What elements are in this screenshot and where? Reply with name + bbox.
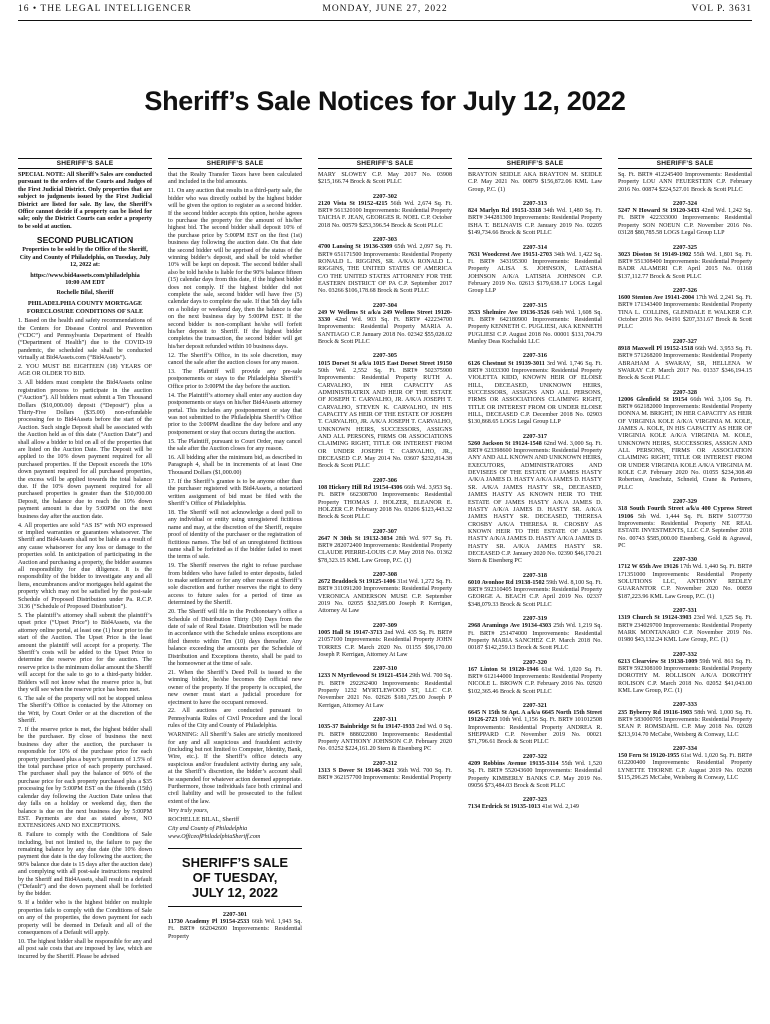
listing-text xyxy=(318,244,452,295)
sale-listing xyxy=(318,716,452,753)
listing-number: 2207-307 xyxy=(372,527,398,535)
special-note: SPECIAL NOTE: All Sheriff’s Sales are conducted pursuant to the orders of the Courts and Judges of the First Judicial District. Only properties that are subject to judgments issued by the First Judicial District are listed for sale. By law, the Sheriff’s Office cannot decide if a property can be listed for sale; only the District Courts can order a property to be sold at auction. xyxy=(18,172,152,230)
listing-details: 55th Wd. 1,801 Sq. Ft. BRT# 551308400 Improvements: Residential Property BADR ALAMERI C.P. April 2015 No. 01168 $137,112.77 Brock & Scott PLLC xyxy=(618,251,752,280)
listing-number: 2207-319 xyxy=(522,615,548,623)
sale-listing xyxy=(618,651,752,696)
column-2 xyxy=(168,158,302,1016)
condition-paragraph: 15. The Plaintiff, pursuant to Court Order, may cancel the sale after the Auction closes for any reason. xyxy=(168,438,302,453)
sale-listing xyxy=(618,338,752,383)
listing-text xyxy=(468,580,602,609)
listing-address: 150 Fern St 19120-1955 xyxy=(618,752,680,759)
listing-text xyxy=(468,252,602,296)
listing-address: 4209 Robbins Avenue 19135-3114 xyxy=(468,760,559,767)
listing-details: 56th Wd. 2,674 Sq. Ft. BRT# 561320100 Improvements: Residential Property TAICHA F. JEAN, GEORGES R. NOEL C.P. October 2018 No. 00579 $253,396.54 Brock & Scott PLLC xyxy=(318,200,452,229)
listing-text xyxy=(618,172,752,194)
listing-details: 2nd Wd. 0 Sq. Ft. BRT# 888022080 Improvements: Residential Property ANTHONY JOHNSON C.P. February 2020 No. 03252 $224,161.20 Stern & Eisenberg PC xyxy=(318,724,452,753)
signature-office: City and County of Philadelphia xyxy=(168,825,248,832)
listing-entries xyxy=(168,911,302,941)
listing-text xyxy=(318,485,452,522)
condition-paragraph: 3. All bidders must complete the Bid4Assets online registration process to participate in the auction (“Auction”). All bidders must submit a Ten Thousand Dollars ($10,000.00) deposit (“Deposit”) plus a Thirty-Five Dollars ($35.00) non-refundable processing fee to Bid4Assets before the start of the Auction. Such single Deposit shall be associated with the Auction held as of this date (“Auction Date”) and shall allow a bidder to bid on all of the properties that are listed on the Auction Date. The Deposit will be applied to the 10% down payment required for all purchased properties. If the Deposit exceeds the 10% down payment required for all purchased properties, the excess will be applied towards the total balance due. If the 10% down payment required for all purchased properties is greater than the $10,000.00 Deposit, the balance due to reach the 10% down payment amount is due by 5:00PM on the next business day after the auction date. xyxy=(18,380,152,520)
column-heading: SHERIFF’S SALE xyxy=(18,158,152,169)
header-rule xyxy=(18,20,752,21)
sale-listing xyxy=(318,477,452,522)
listing-details: 42nd Wd. 1,242 Sq. Ft. BRT# 422333000 Improvements: Residential Property SON NOEUN C.P. November 2016 No. 03128 $80,785.58 LOGS Legal Group LLP xyxy=(618,208,752,237)
listing-details: 66th Wd. 3,953 Sq. Ft. BRT# 571268200 Improvements: Residential Property ABRAHAM A SWARAY, SR, HELLENA W SWARAY C.P. March 2017 No. 01337 $346,194.15 Brock & Scott PLLC xyxy=(618,345,752,382)
listing-text xyxy=(468,172,602,194)
sale-listing xyxy=(618,556,752,601)
listing-details: 66th Wd. 3,106 Sq. Ft. BRT# 662182000 Improvements: Residential Property DONNA M. BRIGHT, IN HER CAPACITY AS HEIR OF VIRGINIA KOLE A/K/A VIRGINIA M. KOLE, JAMES A. KOLE, IN HIS CAPACITY AS HEIR OF VIRGINIA KOLE A/K/A VIRGINIA M. KOLE, UNKNOWN HEIRS, SUCCESSORS, ASSIGN AND ALL PERSONS, FIRMS OR ASSOCIATION CLAIMING RIGHT, TITLE OR INTEREST FROM OR UNDER VIRGINIA KOLE A/K/A VIRGINIA M. KOLE C.P. February 2020 No. 01055 $234,308.49 Robertson, Anschutz, Schneid, Crane & Partners, PLLC xyxy=(618,396,752,491)
listing-number: 2207-321 xyxy=(522,702,548,709)
sale-listing xyxy=(318,352,452,470)
condition-paragraph: 20. The Sheriff will file in the Prothonotary’s office a Schedule of Distribution Thirty (30) Days from the date of sale of Real Estate. Distribution will be made in accordance with the Schedule unless exceptions are filed thereto within Ten (10) days thereafter. Any balance exceeding the amounts per the Schedule of Distribution and Exceptions thereto, shall be paid to the homeowner at the time of sale. xyxy=(168,609,302,667)
listing-address: 6645 N 15th St Apt. A a/k/a 6645 North 15th Street 19126-2723 xyxy=(468,710,602,724)
conditions-heading: PHILADELPHIA COUNTY MORTGAGE FORECLOSURE CONDITIONS OF SALE xyxy=(26,300,144,315)
listing-details: 62nd Wd. 3,000 Sq. Ft. BRT# 623398600 Improvements: Residential Property ANY AND ALL KNOWN AND UNKNOWN HEIRS, EXECUTORS, ADMINISTRATORS AND DEVISEES OF THE ESTATE OF JAMES HASTY A/K/A JAMES D. HASTY A/K/A JAMES D. HASTY SR. A/K/A JAMES HASTY SR., DECEASED, JAMES HASTY AS KNOWN HEIR TO THE ESTATE OF JAMES HASTY A/K/A JAMES D. HASTY A/K/A JAMES D. HASTY SR. A/K/A JAMES HASTY SR. DECEASED, THERESA CROSBY A/K/A THERESA R. CROSBY AS KNOWN HEIR TO THE ESTATE OF JAMES HASTY A/K/A JAMES D. HASTY A/K/A JAMES D. HASTY SR. A/K/A JAMES HASTY SR. DECEASED C.P. January 2020 No. 02390 $46,170.21 Stern & Eisenberg PC xyxy=(468,440,602,565)
listing-details: 59th Wd. 8,100 Sq. Ft. BRT# 592310405 Improvements: Residential Property GEORGE A. BEACH C.P. April 2019 No. 02337 $348,079.33 Brock & Scott PLLC xyxy=(468,579,602,608)
listing-number: 2207-327 xyxy=(672,337,698,345)
condition-paragraph: 2. YOU MUST BE EIGHTEEN (18) YEARS OF AGE OR OLDER TO BID. xyxy=(18,364,152,378)
listing-details: 36th Wd. 700 Sq. Ft. BRT# 362157700 Improvements: Residential Property xyxy=(318,767,452,781)
listing-address: 167 Linton St 19120-1946 xyxy=(468,666,539,673)
sale-listing xyxy=(318,760,452,783)
listing-address: 3533 Shelmire Ave 19136-3526 xyxy=(468,309,550,316)
listing-number: 2207-332 xyxy=(672,650,698,658)
listing-number: 2207-318 xyxy=(522,571,548,579)
sale-listing xyxy=(468,659,602,696)
listing-details: 41st Wd. 2,149 xyxy=(541,804,579,811)
listing-number: 2207-303 xyxy=(372,236,398,244)
listing-text xyxy=(468,441,602,566)
sale-listing xyxy=(318,622,452,659)
listing-details: 61st Wd. 1,020 Sq. Ft. BRT# 612200400 Improvements: Residential Property LYNETTE THORNE C.P. August 2019 No. 03208 $115,296.25 McCabe, Weisberg & Conway, LLC xyxy=(618,752,752,781)
listing-address: 1015 Dorset St a/k/a 1015 East Dorset Street 19150 xyxy=(318,360,452,367)
sheriff-name: Rochelle Bilal, Sheriff xyxy=(56,289,114,296)
listing-text xyxy=(618,397,752,492)
listing-number: 2207-328 xyxy=(672,388,698,396)
condition-paragraph: 7. If the reserve price is met, the highest bidder shall be the purchaser. By close of business the next business day after the auction, the purchaser is responsible for 10% of the purchase price for each property purchased plus a buyer’s premium of 1.5% of the total purchase price of each property purchased. The purchaser shall pay the balance of 90% of the purchase price for each property purchased plus a $35 processing fee by 5:00PM EST on the fifteenth (15th) calendar day following the Auction Date unless that day falls on a holiday or weekend day, then the balance is due on the next business day by 5:00PM EST. Payments are due as stated above, NO EXTENSIONS AND NO EXCEPTIONS. xyxy=(18,727,152,830)
listing-details: 31st Wd. 1,272 Sq. Ft. BRT# 311091200 Improvements: Residential Property VERONICA ANDERSON MUSE C.P. September 2019 No. 02055 $32,585.00 Joseph P. Kerrigan, Attorney At Law xyxy=(318,579,452,615)
condition-paragraph: 21. When the Sheriff’s Deed Poll is issued to the winning bidder, he/she becomes the official new owner of the property. If the property is occupied, the new owner must start a judicial procedure for ejectment to have the occupant removed. xyxy=(168,669,302,706)
listing-number: 2207-315 xyxy=(522,301,548,309)
sale-listing xyxy=(318,528,452,565)
sale-listing xyxy=(168,911,302,941)
listing-number: 2207-324 xyxy=(672,200,698,208)
listing-text xyxy=(318,768,452,783)
sale-listing xyxy=(618,607,752,644)
listing-address: 1712 W 65th Ave 19126 xyxy=(618,564,679,571)
listing-text xyxy=(318,579,452,616)
listing-details: MARY SLOWEY C.P. May 2017 No. 03908 $215,166.74 Brock & Scott PLLC xyxy=(318,172,452,186)
listing-address: 3023 Disston St 19149-1902 xyxy=(618,251,692,258)
page-title: Sheriff’s Sale Notices for July 12, 2022 xyxy=(144,86,626,116)
header-left: 16 • THE LEGAL INTELLIGENCER xyxy=(18,4,192,14)
condition-paragraph: 1. Based on the health and safety recommendations of the Centers for Disease Control and Prevention (“CDC”) and Pennsylvania Department of Health (“Department of Health”) due to the COVID-19 pandemic, the scheduled sale shall be conducted virtually at Bid4Assets.com (“Bid4Assets”). xyxy=(18,318,152,362)
sale-listing xyxy=(618,745,752,782)
column-1 xyxy=(18,158,152,1016)
listing-number: 2207-305 xyxy=(372,352,398,360)
listing-details: 34th Wd. 1,480 Sq. Ft. BRT# 344281300 Improvements: Residential Property ISHA T. BELNAVIS C.P. January 2019 No. 02205 $149,734.66 Brock & Scott PLLC xyxy=(468,208,602,237)
condition-paragraph: 8. Failure to comply with the Conditions of Sale including, but not limited to, the failure to pay the remaining balance by any due date (the 10% down payment due date is the day following the auction; the 90% balance due date is 15 days after the auction date) and complying with all post-sale instructions required by the Sheriff and Bid4Assets, shall result in a default (“Default”) and the down payment shall be forfeited by the bidder. xyxy=(18,832,152,898)
listing-entries xyxy=(468,172,602,812)
listing-number: 2207-320 xyxy=(522,658,548,666)
column-5 xyxy=(618,158,752,1016)
sale-listing xyxy=(618,200,752,237)
listing-number: 2207-316 xyxy=(522,352,548,360)
condition-paragraph: 18. The Sheriff will not acknowledge a deed poll to any individual or entity using unregistered fictitious name and may, at the discretion of the Sheriff, require proof of identity of the purchaser or the registration of fictitious names. The bid of an unregistered fictitious name shall be forfeited as if the bidder failed to meet the terms of sale. xyxy=(168,509,302,561)
column-heading: SHERIFF’S SALE xyxy=(318,158,452,169)
listing-text xyxy=(318,724,452,753)
listing-text xyxy=(468,310,602,347)
sale-listing xyxy=(618,389,752,493)
conditions-list-continued xyxy=(168,172,302,806)
sale-listing xyxy=(468,200,602,237)
listing-details: 66th Wd. 1,943 Sq. Ft. BRT# 662042600 Improvements: Residential Property xyxy=(168,918,302,940)
listing-number: 2207-310 xyxy=(372,665,398,673)
banner-line-2: OF TUESDAY, xyxy=(192,869,278,885)
listing-details: 23rd Wd. 1,525 Sq. Ft. BRT# 234029700 Improvements: Residential Property MARK MONTANARO C.P. November 2019 No. 01980 $43,132.24 KML Law Group, P.C. (1) xyxy=(618,615,752,644)
listing-text xyxy=(468,361,602,427)
listing-text xyxy=(468,710,602,747)
condition-paragraph: 4. All properties are sold “AS IS” with NO expressed or implied warranties or guarantees whatsoever. The Sheriff and Bid4Assets shall not be liable as a result of any cause whatsoever for any loss or damage to the properties sold. In anticipation of participating in the Auction and purchasing a property, the bidder assumes all responsibility for due diligence. It is the responsibility of the bidder to investigate any and all liens, encumbrances and/or mortgages held against the property which may not be satisfied by the post-sale Schedule of Proposed Distribution under Pa. R.C.P. 3136 (“Schedule of Proposed Distribution”). xyxy=(18,522,152,611)
listing-details: 10th Wd. 1,156 Sq. Ft. BRT# 101012508 Improvements: Residential Property ANDREA R. SHEPPARD C.P. November 2019 No. 00021 $71,796.61 Brock & Scott PLLC xyxy=(468,717,602,746)
listing-address: 1313 S Dover St 19146-3621 xyxy=(318,767,395,774)
listing-details: 17th Wd. 2,241 Sq. Ft. BRT# 171343400 Improvements: Residential Property TINA L. COLLINS, GLENDALE E WALKER C.P. October 2016 No. 04191 $207,331.67 Brock & Scott PLLC xyxy=(618,295,752,331)
condition-paragraph: 6. The sale of the property will not be stopped unless The Sheriff’s Office is contacted by the Attorney on the Writ, by Court Order or at the discretion of the Sheriff. xyxy=(18,695,152,725)
listing-details: 42nd Wd. 903 Sq. Ft. BRT# 422234700 Improvements: Residential Property MARIA A. SANTIAGO C.P. January 2018 No. 02342 $55,028.02 Brock & Scott PLLC xyxy=(318,317,452,346)
signature-name: ROCHELLE BILAL, Sheriff xyxy=(168,816,240,823)
sale-listing xyxy=(318,236,452,296)
listing-number: 2207-313 xyxy=(522,200,548,208)
listing-text xyxy=(618,252,752,281)
condition-paragraph: 17. If the Sheriff’s grantee is to be anyone other than the purchaser registered with Bid4Assets, a notarized written assignment of bid must be filed with the Sheriff’s Office of Philadelphia. xyxy=(168,478,302,507)
sale-listing xyxy=(318,172,452,187)
listing-text xyxy=(618,506,752,550)
sale-listing xyxy=(468,244,602,296)
listing-address: 2968 Aramingo Ave 19134-4303 xyxy=(468,623,552,630)
condition-paragraph: that the Realty Transfer Taxes have been calculated and included in the bid amounts. xyxy=(168,172,302,186)
listing-number: 2207-329 xyxy=(672,498,698,506)
listing-details: 2nd Wd. 435 Sq. Ft. BRT# 21057100 Improvements: Residential Property JOHN TORRES C.P. March 2020 No. 01155 $96,170.00 Joseph P. Kerrigan, Attorney At Law xyxy=(318,629,452,658)
sale-listing xyxy=(468,352,602,426)
sale-listing xyxy=(468,433,602,566)
sale-listing xyxy=(618,498,752,550)
listing-details: 25th Wd. 1,219 Sq. Ft. BRT# 251474000 Improvements: Residential Property MARIA SANCHEZ C.P. March 2018 No. 00187 $142,259.13 Brock & Scott PLLC xyxy=(468,623,602,652)
banner-line-1: SHERIFF’S SALE xyxy=(181,854,289,870)
listing-address: 1319 Church St 19124-3903 xyxy=(618,615,692,622)
listing-text xyxy=(618,753,752,782)
condition-paragraph: 19. The Sheriff reserves the right to refuse purchase from bidders who have failed to enter deposits, failed to make settlement or for any other reason at Sheriff’s sole discretion and further reserves the right to deny access to future sales for a period of time as determined by the Sheriff. xyxy=(168,563,302,607)
sale-listing xyxy=(468,796,602,811)
condition-paragraph: 10. The highest bidder shall be responsible for any and all post sale costs that are imposed by law, which are incurred by the Sheriff. Please be advised xyxy=(18,938,152,960)
listing-address: 8918 Maxwell Pl 19152-1518 xyxy=(618,345,694,352)
listing-address: 5247 N Howard St 19120-3433 xyxy=(618,208,700,215)
column-heading: SHERIFF’S SALE xyxy=(468,158,602,169)
listing-text xyxy=(318,310,452,347)
column-4 xyxy=(468,158,602,1016)
listing-number: 2207-330 xyxy=(672,556,698,564)
sale-listing xyxy=(618,287,752,332)
listing-number: 2207-325 xyxy=(672,243,698,251)
listing-address: 235 Byberry Rd 19116-1903 xyxy=(618,709,693,716)
listing-text xyxy=(618,295,752,332)
listing-text xyxy=(318,201,452,230)
listing-text xyxy=(468,623,602,652)
sale-listing xyxy=(468,615,602,652)
listing-text xyxy=(318,172,452,187)
listing-details: Sq. Ft. BRT# 412245400 Improvements: Residential Property LOU ANN FEUERSTEIN C.P. February 2016 No. 00874 $224,527.01 Brock & Scott PLLC xyxy=(618,172,752,193)
condition-paragraph: 12. The Sheriff’s Office, in its sole discretion, may cancel the sale after the auction closes for any reason. xyxy=(168,352,302,367)
listing-address: 108 Hickory Hill Rd 19154-4306 xyxy=(318,484,403,491)
listing-number: 2207-333 xyxy=(672,701,698,709)
listing-number: 2207-334 xyxy=(672,744,698,752)
sale-listing xyxy=(318,665,452,710)
listing-address: 5260 Jackson St 19124-1548 xyxy=(468,440,542,447)
listing-details: 61st Wd. 1,020 Sq. Ft. BRT# 612144000 Improvements: Residential Property NICOLE L. BROWN C.P. February 2016 No. 02920 $102,365.46 Brock & Scott PLLC xyxy=(468,666,602,695)
listing-text xyxy=(318,673,452,710)
sale-listing xyxy=(468,572,602,609)
listing-address: 7631 Woodcrest Ave 19151-2703 xyxy=(468,251,552,258)
listing-address: 11730 Academy Pl 19154-2533 xyxy=(168,918,250,925)
sale-notice-text: Properties to be sold by the Office of the Sheriff, City and County of Philadelphia, on Tuesday, July 12, 2022 at: xyxy=(19,247,151,269)
listing-details: 50th Wd. 2,552 Sq. Ft. BRT# 502375900 Improvements: Residential Property RUTH A. CARVALHO, IN HER CAPACITY AS ADMINISTRATRIX AND HEIR OF THE ESTATE OF JOSEPH T. CARVALHO, JR. A/K/A JOSEPH T. CARVALHO, STEVEN K. CARVALHO, IN HIS CAPACITY AS HEIR OF THE ESTATE OF JOSEPH T. CARVALHO, JR. A/K/A JOSEPH T. CARVALHO, UNKNOWN HEIRS, SUCCESSORS, ASSIGNS AND ALL PERSONS, FIRMS OR ASSOCIATIONS CLAIMING RIGHT, TITLE OR INTEREST FROM OR UNDER JOSEPH T. CARVALHO, JR., DECEASED C.P. May 2014 No. 03607 $232,814.38 Brock & Scott PLLC xyxy=(318,367,452,470)
column-heading: SHERIFF’S SALE xyxy=(168,158,302,169)
condition-paragraph: WARNING: All Sheriff’s Sales are strictly monitored for any and all suspicious and fraudulent activity (including but not limited to Computer, Identity, Bank, Wire, etc.). If the Sheriff’s office detects any suspicious and/or fraudulent activity during any sale, at the Sheriff’s discretion, the bidder’s account shall be suspended for whatever action deemed appropriate. Furthermore, those individuals face both criminal and civil liability and will be prosecuted to the fullest extent of the law. xyxy=(168,732,302,805)
sale-listing xyxy=(468,702,602,747)
listing-text xyxy=(618,346,752,383)
listing-details: 34th Wd. 1,422 Sq. Ft. BRT# 343195300 Improvements: Residential Property ALISA S. JOHNSON, LATASHA JOHNSON A/K/A LATISHA JOHNSON C.P. February 2019 No. 02613 $179,638.17 LOGS Legal Group LLP xyxy=(468,251,602,295)
listing-details: 3rd Wd. 1,746 Sq. Ft. BRT# 31033300 Improvements: Residential Property VIOLETTA KIDD, KNOWN HEIR OF ELOISE HILL, DECEASED, UNKNOWN HEIRS, SUCCESSORS, ASSIGNS AND ALL PERSONS, FIRMS OR ASSOCIATIONS CLAIMING RIGHT, TITLE OR INTEREST FROM OR UNDER ELOISE HILL, DECEASED C.P. December 2018 No. 02903 $130,868.65 LOGS Legal Group LLP xyxy=(468,360,602,426)
listing-details: 65th Wd. 2,097 Sq. Ft. BRT# 651171500 Improvements: Residential Property RONALD L. RIGGINS, SR. A/K/A RONALD L. RIGGINS, THE UNITED STATES OF AMERICA C/O THE UNITED STATES ATTORNEY FOR THE EASTERN DISTRICT OF PA C.P. September 2017 No. 03266 $106,178.68 Brock & Scott PLLC xyxy=(318,244,452,295)
listing-number: 2207-314 xyxy=(522,243,548,251)
listing-address: 1035-37 Bainbridge St fu 19147-1933 xyxy=(318,724,415,731)
listing-address: 6010 Avonhoe Rd 19138-1502 xyxy=(468,579,545,586)
listing-number: 2207-323 xyxy=(522,796,548,804)
listing-number: 2207-311 xyxy=(373,716,397,724)
listing-text xyxy=(468,804,602,811)
listing-number: 2207-306 xyxy=(372,476,398,484)
listing-number: 2207-312 xyxy=(372,759,398,767)
column-heading: SHERIFF’S SALE xyxy=(618,158,752,169)
banner-line-3: JULY 12, 2022 xyxy=(191,884,279,900)
listing-address: 249 W Wellens St a/k/a 249 Wellens Street 19120-3330 xyxy=(318,309,452,324)
listing-details: 17th Wd. 1,440 Sq. Ft. BRT# 171351000 Improvements: Residential Property SOLUTIONS LLC, ANTHONY REDLEY GUARANTOR C.P. November 2020 No. 00859 $187,223.96 KML Law Group, P.C. (1) xyxy=(618,564,752,600)
signature-website: www.OfficeofPhiladelphiaSheriff.com xyxy=(168,834,261,841)
sale-listing xyxy=(468,302,602,347)
listing-text xyxy=(618,710,752,739)
listing-number: 2207-304 xyxy=(372,301,398,309)
listing-address: 1600 Stenton Ave 19141-2004 xyxy=(618,295,695,302)
condition-paragraph: 11. On any auction that results in a third-party sale, the bidder who was directly outbid by the highest bidder will be given the option to register as a second bidder. If the second bidder accepts this option, he/she agrees to purchase the property for the amount of his/her highest bid. The second bidder shall deposit 10% of the purchase price by 5:00PM EST on the first (1st) business day following the auction date. On that date the second bidder will be apprised of the status of the winning bidder’s deposit, and shall be told whether 10% will be kept on deposit. The second bidder shall also be told he/she is liable for the 90% balance fifteen (15) calendar days from this date, if the highest bidder does not comply. If the highest bidder did not complete the sale, second bidder will have five (5) calendar days to complete the sale. If that 5th day falls on a holiday or weekend day, then the balance is due on the next business day by 5:00PM EST. If the second bidder is non-compliant he/she will forfeit his/her deposit to Sheriff. If the highest bidder completes the transaction, the second bidder will get his/her deposit refunded within 10 business days. xyxy=(168,188,302,350)
listing-address: 2672 Braddock St 19125-1406 xyxy=(318,579,396,586)
auction-time: 10:00 AM EDT xyxy=(65,280,105,287)
sale-listing xyxy=(318,193,452,230)
listing-number: 2207-322 xyxy=(522,752,548,760)
listing-number: 2207-326 xyxy=(672,286,698,294)
listing-address: 824 Marlyn Rd 19151-3318 xyxy=(468,208,542,215)
listing-text xyxy=(468,667,602,696)
listing-address: 1005 Hall St 19147-3713 xyxy=(318,629,383,636)
sale-listing xyxy=(318,571,452,616)
listing-address: 2647 N 30th St 19132-3034 xyxy=(318,535,393,542)
sale-date-banner xyxy=(168,848,302,907)
listing-text xyxy=(318,630,452,659)
listing-text xyxy=(618,564,752,601)
sale-listing xyxy=(618,244,752,281)
listing-entries xyxy=(318,172,452,782)
listing-text xyxy=(468,208,602,237)
listing-details: 64th Wd. 1,608 Sq. Ft. BRT# 642180900 Improvements: Residential Property KENNETH C. PUGLIESI, AKA KENNETH PUGLIESI C.P. August 2018 No. 00001 $131,704.79 Manley Deas Kochalski LLC xyxy=(468,309,602,346)
condition-paragraph: 16. All bidding after the minimum bid, as described in Paragraph 4, shall be in increments of at least One Thousand Dollars ($1,000.00) xyxy=(168,455,302,476)
listing-address: 1233 N Myrtlewood St 19121-4514 xyxy=(318,673,408,680)
listing-text xyxy=(618,208,752,237)
sale-listing xyxy=(468,172,602,194)
listing-address: 4700 Lansing St 19136-3309 xyxy=(318,244,393,251)
listing-details: 28th Wd. 977 Sq. Ft. BRT# 282072400 Improvements: Residential Property CLAUDE PIERRE-LOUIS C.P. May 2018 No. 01362 $78,323.15 KML Law Group, P.C. (1) xyxy=(318,535,452,564)
listing-number: 2207-302 xyxy=(372,192,398,200)
column-3 xyxy=(318,158,452,1016)
listing-details: 29th Wd. 700 Sq. Ft. BRT# 292262400 Improvements: Residential Property 1232 MYRTLEWOOD ST, LLC C.P. November 2021 No. 02626 $181,725.00 Joseph P Kerrigan, Attorney At Law xyxy=(318,673,452,709)
listing-details: 5th Wd. 1,444 Sq. Ft. BRT# 51077730 Improvements: Residential Property NE REAL ESTATE INVESTMENTS, LLC C.P. September 2018 No. 00743 $585,000.00 Eisenberg, Gold & Agrawal, PC xyxy=(618,513,752,549)
page-header xyxy=(18,4,752,20)
listing-address: 7134 Erdrick St 19135-1013 xyxy=(468,804,541,811)
columns xyxy=(18,158,752,1016)
listing-text xyxy=(318,361,452,471)
condition-paragraph: 5. The plaintiff’s attorney shall submit the plaintiff’s upset price (“Upset Price”) to Bid4Assets, via the attorney online portal, at least one (1) hour prior to the start of the Auction. The Upset Price is the least amount the plaintiff will accept for a property. The Sheriff’s costs will be added to the Upset Price to determine the reserve price for the auction. The reserve price is the minimum dollar amount the Sheriff will accept for the sale to go to a third-party bidder. Bidders will not know what the reserve price is, but they will see when the reserve price has been met. xyxy=(18,612,152,693)
sale-listing xyxy=(318,302,452,347)
listing-address: 318 South Fourth Street a/k/a 400 Cypress Street 19106 xyxy=(618,506,752,520)
listing-address: 2120 Vista St 19152-4215 xyxy=(318,200,388,207)
listing-address: 6213 Clearview St 19138-1009 xyxy=(618,658,698,665)
listing-text xyxy=(618,659,752,696)
condition-paragraph: 22. All auctions are conducted pursuant to Pennsylvania Rules of Civil Procedure and the local rules of the City and County of Philadelphia. xyxy=(168,708,302,730)
listing-number: 2207-317 xyxy=(522,432,548,440)
sale-listing xyxy=(468,753,602,790)
second-publication-heading: SECOND PUBLICATION xyxy=(36,235,134,246)
condition-paragraph: 9. If a bidder who is the highest bidder on multiple properties fails to comply with the Conditions of Sale on any of the properties, the down payment for each property will be deemed in Default and all of the consequences of a Default will apply. xyxy=(18,900,152,936)
listing-number: 2207-309 xyxy=(372,621,398,629)
listing-address: 6126 Chestnut St 19139-3011 xyxy=(468,360,545,367)
condition-paragraph: 14. The Plaintiff’s attorney shall enter any auction day postponements or stays on his/her Bid4Assets attorney portal. This includes any postponement or stay that was not submitted to the Philadelphia Sheriff’s Office prior to the 3:00PM deadline the day before and any postponement or stay that occurs during the auction. xyxy=(168,392,302,436)
listing-address: 12006 Glenfield St 19154 xyxy=(618,396,688,403)
condition-paragraph: 13. The Plaintiff will provide any pre-sale postponements or stays to the Philadelphia Sheriff’s Office prior to 3:00PM the day before the auction. xyxy=(168,369,302,390)
signature-closing: Very truly yours, xyxy=(168,807,209,814)
conditions-list xyxy=(18,318,152,961)
listing-text xyxy=(618,615,752,644)
sale-listing xyxy=(618,172,752,194)
listing-details: 55th Wd. 1,520 Sq. Ft. BRT# 552043600 Improvements: Residential Property KIMBERLY BANKS C.P. May 2019 No. 09056 $73,484.03 Brock & Scott PLLC xyxy=(468,760,602,789)
listing-number: 2207-301 xyxy=(222,910,248,918)
header-volume: VOL P. 3631 xyxy=(691,4,752,14)
listing-number: 2207-308 xyxy=(372,571,398,578)
listing-details: BRAYTON SEIDLE AKA BRAYTON M. SEIDLE C.P. May 2021 No. 00879 $156,872.06 KML Law Group, P.C. (1) xyxy=(468,172,602,193)
sale-listing xyxy=(618,701,752,738)
listing-text xyxy=(318,536,452,565)
listing-text xyxy=(168,919,302,941)
listing-text xyxy=(468,761,602,790)
listing-details: 59th Wd. 861 Sq. Ft. BRT# 592308100 Improvements: Residential Property DOROTHY M. ROLLISON A/K/A DOROTHY ROLISON C.P. March 2018 No. 02052 $41,043.00 KML Law Group, P.C. (1) xyxy=(618,658,752,695)
auction-url: https://www.bid4assets.com/philadelphia xyxy=(30,272,140,280)
listing-entries xyxy=(618,172,752,782)
listing-details: 58th Wd. 1,000 Sq. Ft. BRT# 583000705 Improvements: Residential Property SEAN P. ROMSDAHL C.P. May 2018 No. 02028 $213,914.70 McCabe, Weisberg & Conway, LLC xyxy=(618,709,752,738)
listing-number: 2207-331 xyxy=(672,607,698,615)
header-date: MONDAY, JUNE 27, 2022 xyxy=(322,4,448,14)
listing-details: 66th Wd. 3,953 Sq. Ft. BRT# 662308700 Improvements: Residential Property THOMAS J. HOLZER, ELEANOR E. HOLZER C.P. February 2018 No. 03206 $123,443.32 Brock & Scott PLLC xyxy=(318,484,452,521)
